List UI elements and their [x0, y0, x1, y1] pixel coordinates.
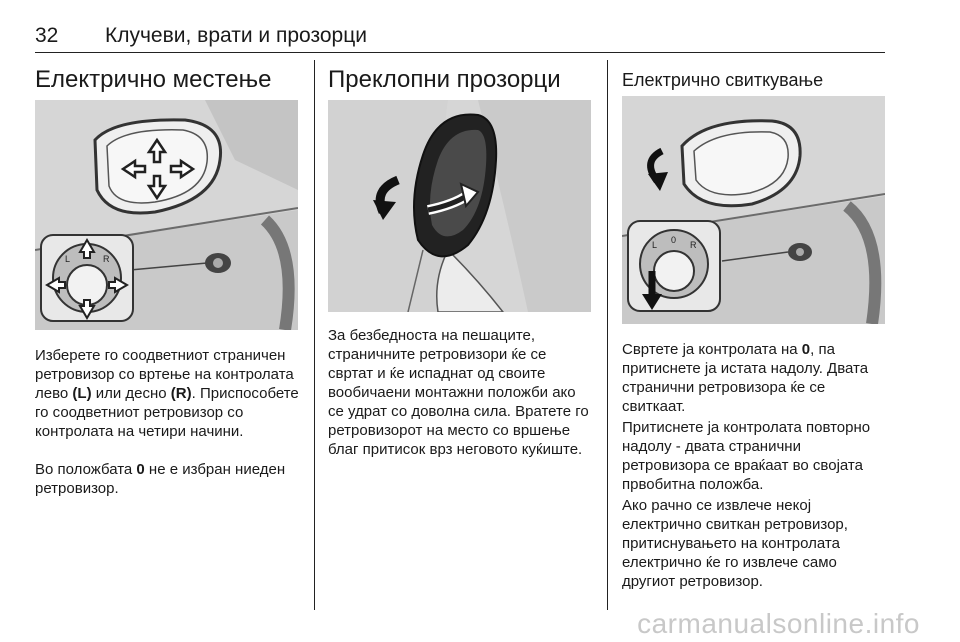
paragraph-position-zero: Во положбата 0 не е избран ниеден ретровизор. [35, 461, 286, 497]
paragraph-unfold-instructions: Притиснете ја контролата повторно надолу - двата странични ретровизора се враќаат во својата првобитна положба. [622, 419, 871, 493]
electric-mirror-adjustment-illustration-icon [35, 100, 298, 330]
paragraph-fold-instructions: Свртете ја контролата на 0, па притиснете ја истата надолу. Двата странични ретровизора ќе се свиткаат. [622, 341, 869, 415]
figure-folding-mirror [328, 100, 591, 312]
paragraph-select-mirror: Изберете го соодветниот страничен ретровизор со вртење на контролата лево (L) или десно (R). Приспособете го соодветниот ретровизор со контролата на четири начини. [35, 347, 299, 440]
paragraph-folding-info: За безбедноста на пешаците, страничните ретровизори ќе се свртат и ќе испаднат од своите вообичаени монтажни положби ако се удрат со доволна сила. Вратете го ретровизорот на место со вршење благ притисок врз неговото куќиште. [328, 327, 589, 458]
page-number: 32 [35, 24, 59, 47]
figure-label-left-2: L [652, 240, 658, 250]
section-title-electric-adjustment: Електрично местење [35, 66, 272, 93]
figure-electric-folding [622, 96, 885, 324]
folding-mirror-illustration-icon [328, 100, 591, 312]
figure-label-right-2: R [690, 240, 697, 250]
section-title-folding-mirrors: Преклопни прозорци [328, 66, 561, 93]
section-title-electric-folding: Електрично свиткување [622, 70, 824, 90]
figure-label-zero: 0 [671, 235, 677, 245]
electric-folding-illustration-icon [622, 96, 885, 324]
paragraph-manual-extend: Ако рачно се извлече некој електрично свиткан ретровизор, притиснувањето на контролата електрично ќе го извлече само другиот ретровизор. [622, 497, 848, 590]
page-header [35, 22, 885, 53]
figure-label-right: R [103, 254, 110, 264]
figure-electric-adjustment [35, 100, 298, 330]
chapter-title: Клучеви, врати и прозорци [105, 24, 367, 47]
column-divider-2 [607, 60, 608, 610]
watermark-text: carmanualsonline.info [637, 608, 920, 639]
column-divider-1 [314, 60, 315, 610]
figure-label-left: L [65, 254, 71, 264]
